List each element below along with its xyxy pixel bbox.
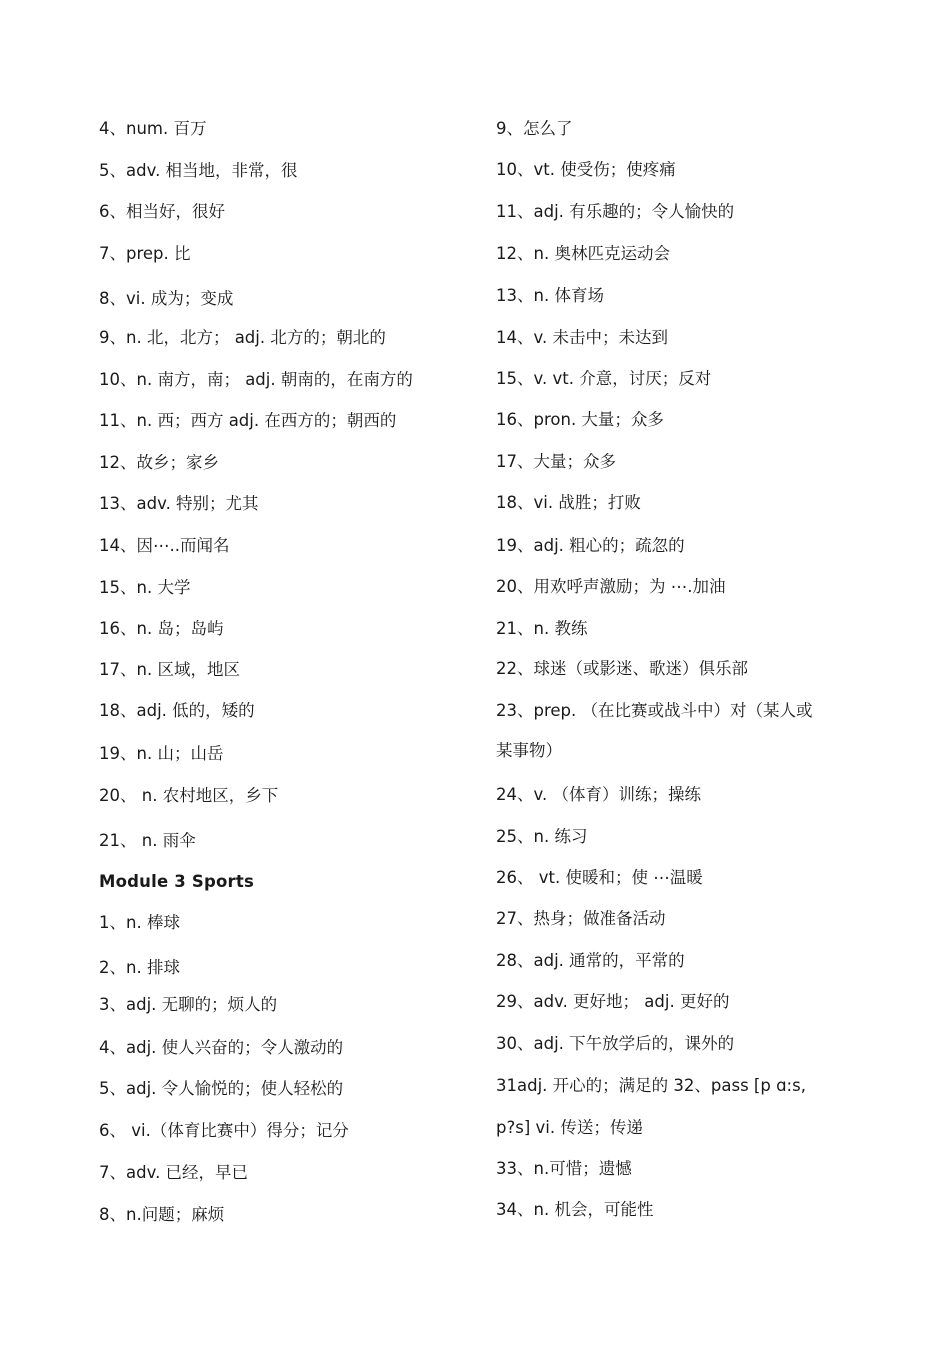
vocab-line: 14、v. 未击中；未达到 (496, 328, 668, 347)
vocab-line: 33、n.可惜；遗憾 (496, 1159, 632, 1178)
vocab-line: 15、v. vt. 介意，讨厌；反对 (496, 369, 712, 388)
vocab-line: 18、adj. 低的，矮的 (99, 701, 255, 720)
vocab-line: 34、n. 机会，可能性 (496, 1200, 654, 1219)
vocab-line: 16、n. 岛；岛屿 (99, 619, 224, 638)
vocab-line: 21、n. 教练 (496, 619, 588, 638)
vocab-line: 某事物） (496, 741, 562, 760)
vocab-line: 11、adj. 有乐趣的；令人愉快的 (496, 202, 735, 221)
vocab-line: 25、n. 练习 (496, 827, 588, 846)
vocab-line: 28、adj. 通常的，平常的 (496, 951, 685, 970)
vocab-line: 13、adv. 特别；尤其 (99, 494, 259, 513)
vocab-line: 29、adv. 更好地； adj. 更好的 (496, 992, 730, 1011)
vocab-line: 14、因⋯..而闻名 (99, 536, 230, 555)
vocab-line: 6、 vi.（体育比赛中）得分；记分 (99, 1121, 349, 1140)
vocab-line: 6、相当好，很好 (99, 202, 225, 221)
vocab-line: 4、num. 百万 (99, 119, 207, 138)
vocab-line: 5、adj. 令人愉悦的；使人轻松的 (99, 1079, 344, 1098)
vocab-line: 8、vi. 成为；变成 (99, 289, 234, 308)
vocab-line: 20、用欢呼声激励；为 ⋯.加油 (496, 577, 726, 596)
vocab-line: 19、n. 山；山岳 (99, 744, 224, 763)
module-heading: Module 3 Sports (99, 872, 255, 891)
vocab-line: 23、prep. （在比赛或战斗中）对（某人或 (496, 701, 813, 720)
vocab-line: 17、n. 区域，地区 (99, 660, 240, 679)
vocab-line: 9、n. 北，北方； adj. 北方的；朝北的 (99, 328, 386, 347)
vocab-line: 22、球迷（或影迷、歌迷）俱乐部 (496, 659, 748, 678)
vocab-line: 11、n. 西；西方 adj. 在西方的；朝西的 (99, 411, 397, 430)
vocab-line: 16、pron. 大量；众多 (496, 410, 664, 429)
vocab-line: 5、adv. 相当地，非常，很 (99, 161, 298, 180)
vocab-line: 7、adv. 已经，早已 (99, 1163, 249, 1182)
vocab-line: 15、n. 大学 (99, 578, 191, 597)
vocab-line: 24、v. （体育）训练；操练 (496, 785, 701, 804)
vocab-line: 18、vi. 战胜；打败 (496, 493, 641, 512)
vocab-line: 3、adj. 无聊的；烦人的 (99, 995, 278, 1014)
vocab-line: 21、 n. 雨伞 (99, 831, 196, 850)
vocab-line: 17、大量；众多 (496, 452, 616, 471)
vocab-line: 12、故乡；家乡 (99, 453, 219, 472)
vocab-line: 13、n. 体育场 (496, 286, 604, 305)
vocab-line: 9、怎么了 (496, 119, 573, 138)
vocab-line: 4、adj. 使人兴奋的；令人激动的 (99, 1038, 344, 1057)
vocab-line: 7、prep. 比 (99, 244, 191, 263)
vocab-line: 10、n. 南方，南； adj. 朝南的，在南方的 (99, 370, 413, 389)
vocab-line: 20、 n. 农村地区，乡下 (99, 786, 279, 805)
vocab-line: 19、adj. 粗心的；疏忽的 (496, 536, 685, 555)
vocab-line: p?s] vi. 传送；传递 (496, 1118, 643, 1137)
vocab-line: 8、n.问题；麻烦 (99, 1205, 225, 1224)
vocab-line: 30、adj. 下午放学后的，课外的 (496, 1034, 735, 1053)
vocab-line: 10、vt. 使受伤；使疼痛 (496, 160, 676, 179)
vocab-line: 12、n. 奥林匹克运动会 (496, 244, 670, 263)
vocab-line: 27、热身；做准备活动 (496, 909, 666, 928)
vocab-line: 26、 vt. 使暖和；使 ⋯温暖 (496, 868, 703, 887)
vocab-line: 2、n. 排球 (99, 958, 180, 977)
vocab-line: 1、n. 棒球 (99, 913, 180, 932)
vocab-line: 31adj. 开心的；满足的 32、pass [p ɑ:s, (496, 1076, 806, 1095)
